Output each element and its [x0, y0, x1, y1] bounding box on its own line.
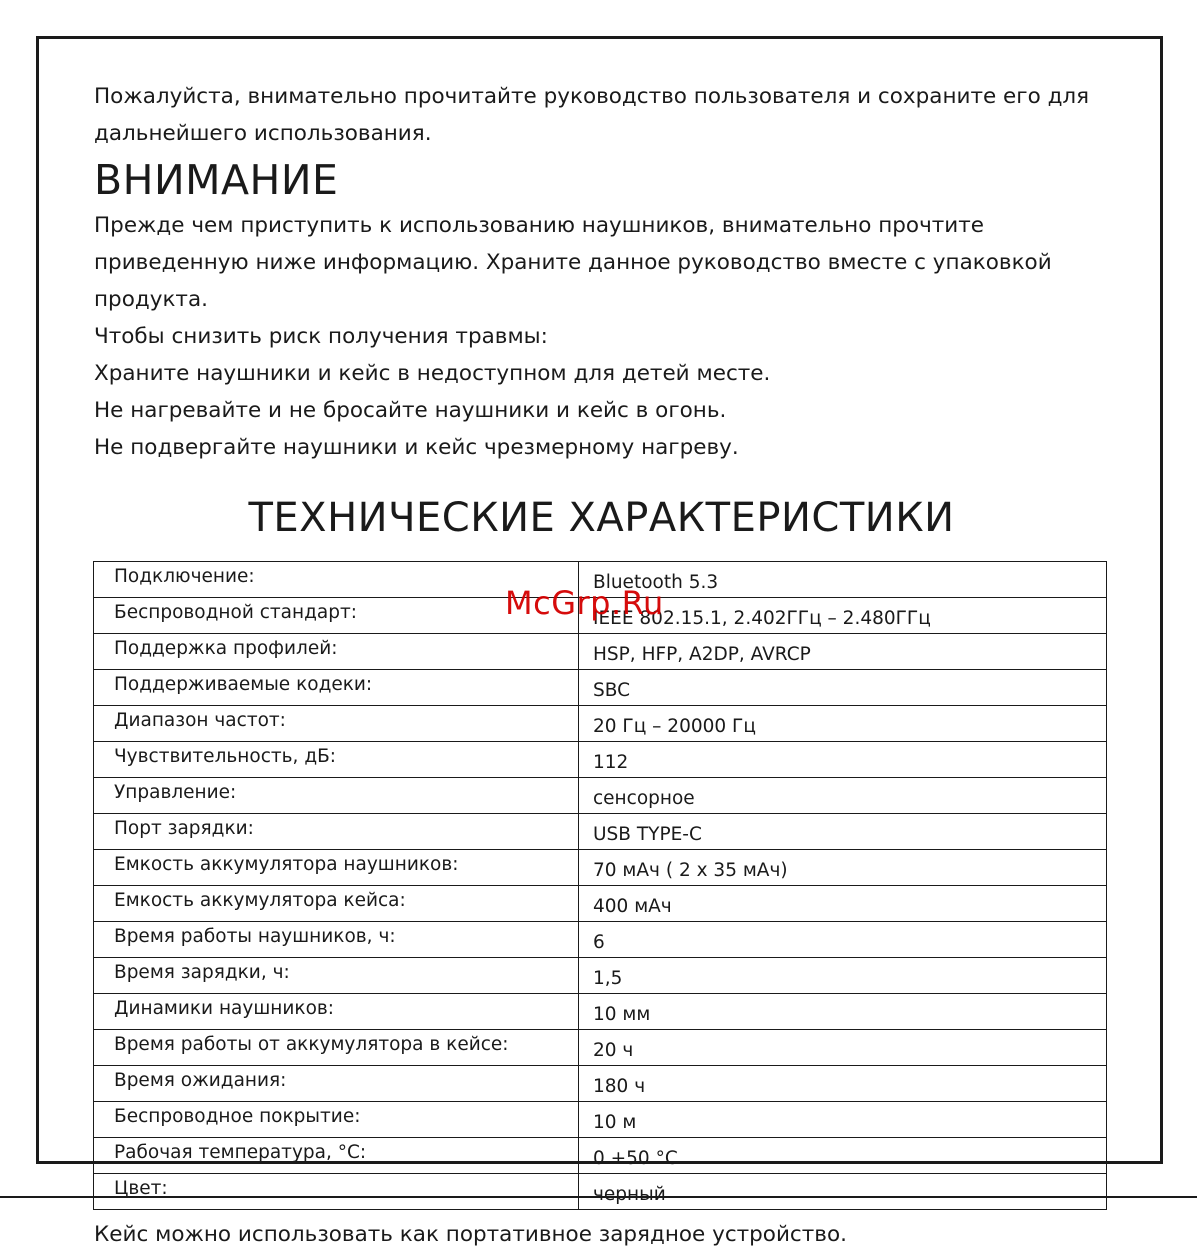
spec-label: Емкость аккумулятора кейса:: [94, 886, 579, 922]
warning-paragraph: Не подвергайте наушники и кейс чрезмерному нагреву.: [94, 435, 739, 460]
table-row: [94, 778, 1107, 814]
warning-paragraph: Чтобы снизить риск получения травмы:: [94, 324, 548, 349]
table-row: [94, 706, 1107, 742]
table-row: [94, 994, 1107, 1030]
watermark: McGrp.Ru: [505, 584, 664, 622]
spec-value: 70 мАч ( 2 х 35 мАч): [579, 850, 1107, 886]
spec-label: Рабочая температура, °С:: [94, 1138, 579, 1174]
spec-label: Порт зарядки:: [94, 814, 579, 850]
spec-value: сенсорное: [579, 778, 1107, 814]
spec-label: Беспроводное покрытие:: [94, 1102, 579, 1138]
spec-value: IEEE 802.15.1, 2.402ГГц – 2.480ГГц: [579, 598, 1107, 634]
table-row: [94, 634, 1107, 670]
spec-value: черный: [579, 1174, 1107, 1210]
warning-paragraph: Храните наушники и кейс в недоступном для детей месте.: [94, 361, 771, 386]
spec-label: Подключение:: [94, 562, 579, 598]
spec-label: Поддерживаемые кодеки:: [94, 670, 579, 706]
spec-value: HSP, HFP, A2DP, AVRCP: [579, 634, 1107, 670]
spec-value: 20 ч: [579, 1030, 1107, 1066]
table-row: [94, 1066, 1107, 1102]
intro-text: Пожалуйста, внимательно прочитайте руководство пользователя и сохраните его для дальнейшего использования.: [94, 84, 1090, 146]
spec-value: 6: [579, 922, 1107, 958]
spec-value: 400 мАч: [579, 886, 1107, 922]
spec-label: Управление:: [94, 778, 579, 814]
spec-label: Время зарядки, ч:: [94, 958, 579, 994]
warning-paragraph: Не нагревайте и не бросайте наушники и кейс в огонь.: [94, 398, 727, 423]
warning-heading: ВНИМАНИЕ: [94, 156, 339, 204]
spec-value: 1,5: [579, 958, 1107, 994]
table-row: [94, 850, 1107, 886]
warning-paragraph: Прежде чем приступить к использованию наушников, внимательно прочтите приведенную ниже информацию. Храните данное руководство вместе с упаковкой продукта.: [94, 213, 1052, 312]
table-row: [94, 1138, 1107, 1174]
spec-value: USB TYPE-C: [579, 814, 1107, 850]
spec-label: Динамики наушников:: [94, 994, 579, 1030]
spec-value: 10 мм: [579, 994, 1107, 1030]
manual-content: [94, 78, 1109, 1253]
specs-title: ТЕХНИЧЕСКИЕ ХАРАКТЕРИСТИКИ: [248, 495, 955, 541]
table-row: [94, 958, 1107, 994]
table-row: [94, 814, 1107, 850]
spec-value: SBC: [579, 670, 1107, 706]
table-row: [94, 1102, 1107, 1138]
table-row: [94, 922, 1107, 958]
table-row: [94, 1030, 1107, 1066]
table-row: [94, 1174, 1107, 1210]
footer-note: Кейс можно использовать как портативное зарядное устройство.: [94, 1222, 847, 1247]
spec-label: Беспроводной стандарт:: [94, 598, 579, 634]
spec-label: Поддержка профилей:: [94, 634, 579, 670]
spec-label: Время ожидания:: [94, 1066, 579, 1102]
spec-label: Диапазон частот:: [94, 706, 579, 742]
table-row: [94, 886, 1107, 922]
spec-value: 10 м: [579, 1102, 1107, 1138]
spec-value: Bluetooth 5.3: [579, 562, 1107, 598]
spec-value: 180 ч: [579, 1066, 1107, 1102]
specs-table: [93, 561, 1107, 1210]
spec-value: 112: [579, 742, 1107, 778]
spec-label: Время работы наушников, ч:: [94, 922, 579, 958]
spec-value: 20 Гц – 20000 Гц: [579, 706, 1107, 742]
spec-label: Емкость аккумулятора наушников:: [94, 850, 579, 886]
table-row: [94, 670, 1107, 706]
spec-value: 0 +50 °С: [579, 1138, 1107, 1174]
spec-label: Чувствительность, дБ:: [94, 742, 579, 778]
table-row: [94, 742, 1107, 778]
spec-label: Время работы от аккумулятора в кейсе:: [94, 1030, 579, 1066]
spec-label: Цвет:: [94, 1174, 579, 1210]
